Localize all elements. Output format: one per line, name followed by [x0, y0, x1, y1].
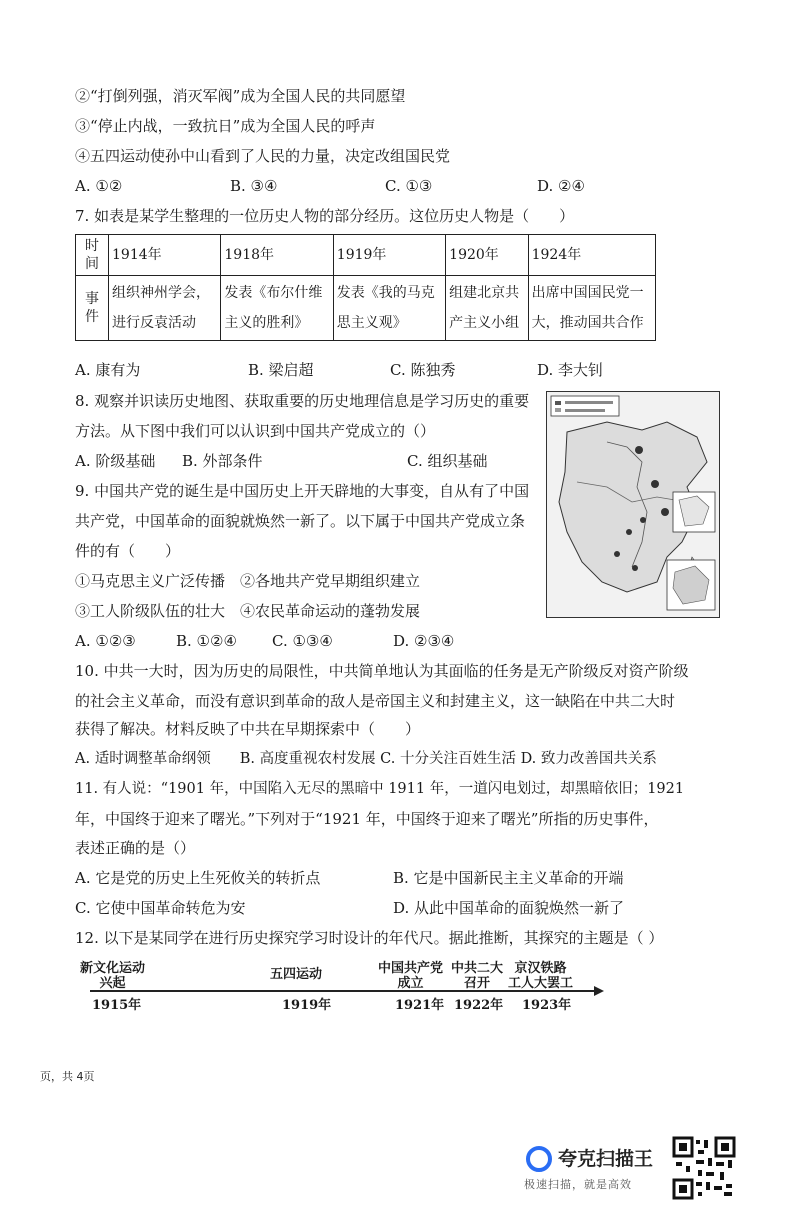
timeline-event-label: 中共二大 召开: [451, 961, 504, 991]
q7-option-a: A. 康有为: [75, 361, 141, 379]
q11-line-1: 11. 有人说：“1901 年，中国陷入无尽的黑暗中 1911 年，一道闪电划过，却黑暗依旧；1921: [75, 781, 685, 797]
q6-item-4: ④五四运动使孙中山看到了人民的力量，决定改组国民党: [75, 147, 451, 165]
scanner-brand-tagline: 极速扫描，就是高效: [524, 1178, 632, 1191]
q7-table-header-time: 时间: [76, 235, 109, 276]
qr-code-icon: [672, 1136, 736, 1200]
timeline-event-label: 京汉铁路 工人大罢工: [508, 961, 574, 991]
timeline-event-label: 新文化运动 兴起: [80, 961, 146, 991]
q11-option-b: B. 它是中国新民主主义革命的开端: [393, 869, 624, 887]
q9-line-2: 共产党，中国革命的面貌就焕然一新了。以下属于中国共产党成立条: [75, 512, 526, 530]
q9-items-row-1: ①马克思主义广泛传播 ②各地共产党早期组织建立: [75, 572, 421, 590]
q7-stem: 7. 如表是某学生整理的一位历史人物的部分经历。这位历史人物是（ ）: [75, 207, 575, 225]
q9-option-d: D. ②③④: [393, 632, 455, 650]
q7-table-event: 发表《我的马克 思主义观》: [333, 276, 445, 341]
q9-option-c: C. ①③④: [272, 632, 333, 650]
q6-option-c: C. ①③: [385, 177, 433, 195]
q9-option-b: B. ①②④: [176, 632, 237, 650]
q9-option-a: A. ①②③: [75, 632, 136, 650]
q7-option-d: D. 李大钊: [537, 361, 604, 379]
q7-option-c: C. 陈独秀: [390, 361, 456, 379]
q7-table: [75, 234, 656, 341]
q11-line-3: 表述正确的是（）: [75, 839, 196, 857]
q7-table-year: 1919年: [333, 235, 445, 276]
q7-option-b: B. 梁启超: [248, 361, 314, 379]
q10-line-1: 10. 中共一大时，因为历史的局限性，中共简单地认为其面临的任务是无产阶级反对资产阶级: [75, 662, 689, 680]
q9-items-row-2: ③工人阶级队伍的壮大 ④农民革命运动的蓬勃发展: [75, 602, 421, 620]
timeline-event-label: 中国共产党 成立: [378, 961, 444, 991]
q8-option-a: A. 阶级基础: [75, 452, 156, 470]
scanner-brand-name: 夸克扫描王: [558, 1148, 654, 1170]
q6-item-2: ②“打倒列强，消灭军阀”成为全国人民的共同愿望: [75, 87, 406, 105]
q10-line-2: 的社会主义革命，而没有意识到革命的敌人是帝国主义和封建主义，这一缺陷在中共二大时: [75, 692, 676, 710]
historical-map-image: [547, 392, 719, 617]
q6-option-a: A. ①②: [75, 177, 123, 195]
q11-line-2: 年，中国终于迎来了曙光。”下列对于“1921 年，中国终于迎来了曙光”所指的历史事件，: [75, 810, 659, 828]
q11-option-d: D. 从此中国革命的面貌焕然一新了: [393, 899, 625, 917]
q7-table-event: 出席中国国民党一 大，推动国共合作: [528, 276, 655, 341]
q8-option-c: C. 组织基础: [407, 452, 488, 470]
page-footer: 页，共 4页: [40, 1070, 95, 1083]
q9-line-1: 9. 中国共产党的诞生是中国历史上开天辟地的大事变，自从有了中国: [75, 482, 530, 500]
q7-table-year: 1924年: [528, 235, 655, 276]
q6-option-b: B. ③④: [230, 177, 278, 195]
q10-options: A. 适时调整革命纲领 B. 高度重视农村发展 C. 十分关注百姓生活 D. 致力改善国共关系: [75, 751, 657, 767]
q6-item-3: ③“停止内战，一致抗日”成为全国人民的呼声: [75, 117, 376, 135]
scanner-logo-icon: [526, 1146, 552, 1172]
q7-table-row-time: [76, 235, 656, 276]
q7-table-year: 1920年: [446, 235, 528, 276]
q7-table-year: 1918年: [221, 235, 333, 276]
q7-table-event: 组织神州学会， 进行反袁活动: [109, 276, 221, 341]
historical-map-figure: [546, 391, 720, 618]
timeline-year: 1922年: [454, 998, 504, 1013]
q10-line-3: 获得了解决。材料反映了中共在早期探索中（ ）: [75, 720, 421, 738]
timeline-year: 1921年: [395, 998, 445, 1013]
q8-line-2: 方法。从下图中我们可以认识到中国共产党成立的（）: [75, 422, 436, 440]
q12-stem: 12. 以下是某同学在进行历史探究学习时设计的年代尺。据此推断，其探究的主题是（ ）: [75, 929, 664, 947]
q8-line-1: 8. 观察并识读历史地图、获取重要的历史地理信息是学习历史的重要: [75, 392, 530, 410]
q11-option-a: A. 它是党的历史上生死攸关的转折点: [75, 869, 321, 887]
timeline-year: 1919年: [282, 998, 332, 1013]
q7-table-row-event: [76, 276, 656, 341]
q7-table-event: 组建北京共 产主义小组: [446, 276, 528, 341]
q9-line-3: 件的有（ ）: [75, 542, 181, 560]
q7-table-year: 1914年: [109, 235, 221, 276]
q8-option-b: B. 外部条件: [182, 452, 263, 470]
q7-table-event: 发表《布尔什维 主义的胜利》: [221, 276, 333, 341]
q7-table-header-event: 事件: [76, 276, 109, 341]
scanner-brand: [522, 1140, 672, 1196]
timeline-year: 1915年: [92, 998, 142, 1013]
timeline-event-label: 五四运动: [270, 967, 323, 982]
timeline-year: 1923年: [522, 998, 572, 1013]
q11-option-c: C. 它使中国革命转危为安: [75, 899, 246, 917]
q6-option-d: D. ②④: [537, 177, 585, 195]
